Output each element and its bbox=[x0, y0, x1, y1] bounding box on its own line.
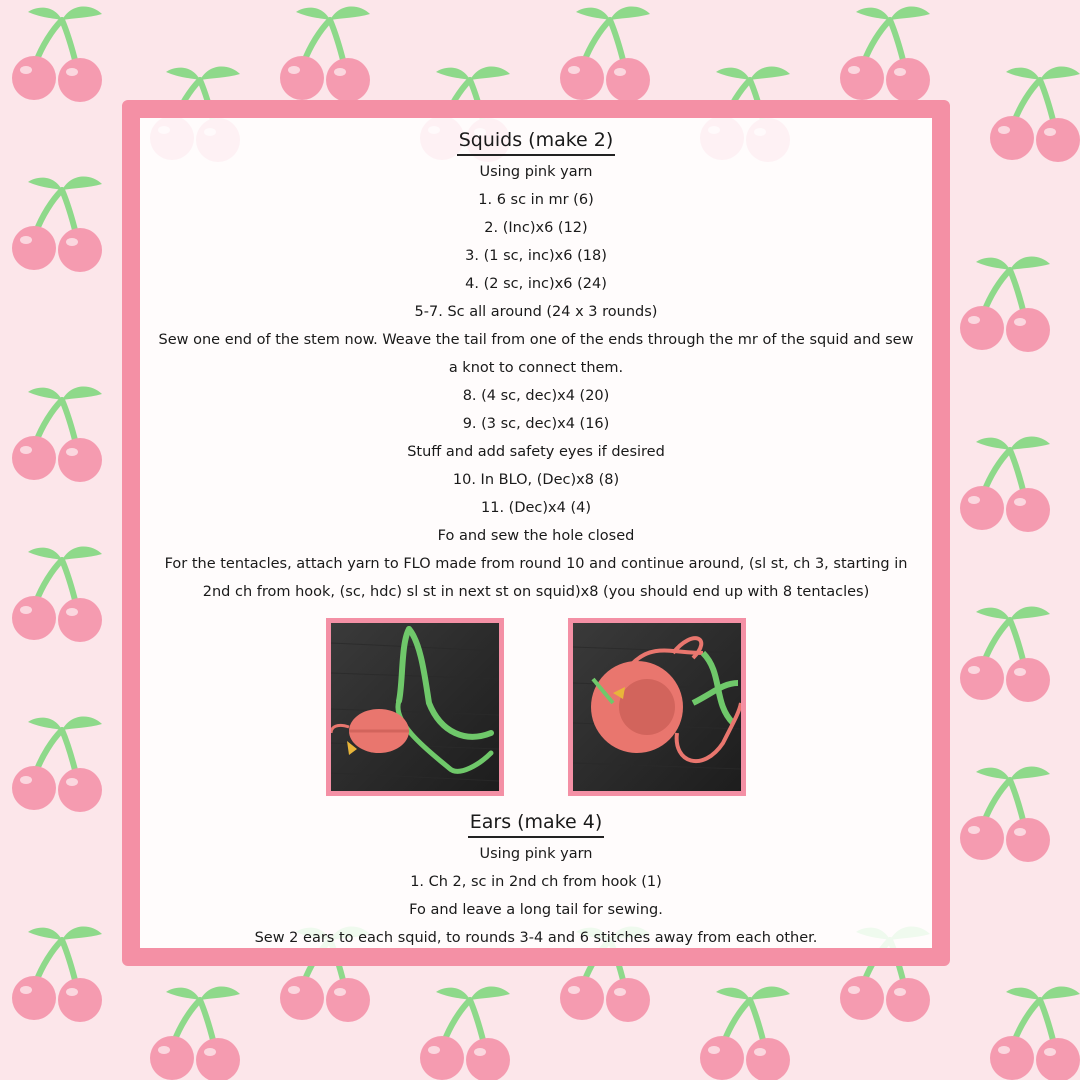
ears-line: Fo and leave a long tail for sewing. bbox=[409, 902, 663, 918]
squid-line: Stuff and add safety eyes if desired bbox=[407, 444, 665, 460]
cherry-icon bbox=[420, 986, 510, 1080]
cherry-icon bbox=[960, 256, 1050, 352]
squid-line: 3. (1 sc, inc)x6 (18) bbox=[465, 248, 607, 264]
squid-line: 8. (4 sc, dec)x4 (20) bbox=[462, 388, 610, 404]
squid-line: 2nd ch from hook, (sc, hdc) sl st in next st on squid)x8 (you should end up with 8 tentacles) bbox=[202, 584, 870, 600]
cherry-icon bbox=[150, 986, 240, 1080]
ears-title: Ears (make 4) bbox=[468, 808, 605, 838]
squid-line: 5-7. Sc all around (24 x 3 rounds) bbox=[414, 304, 658, 320]
cherry-icon bbox=[960, 606, 1050, 702]
cherry-icon bbox=[560, 6, 650, 102]
progress-photos bbox=[140, 618, 932, 796]
cherry-icon bbox=[840, 6, 930, 102]
cherry-icon bbox=[990, 66, 1080, 162]
squid-line: Fo and sew the hole closed bbox=[437, 528, 635, 544]
squids-title: Squids (make 2) bbox=[457, 126, 616, 156]
photo-squid-with-stem bbox=[326, 618, 504, 796]
squid-line: Using pink yarn bbox=[479, 164, 593, 180]
ears-line: 1. Ch 2, sc in 2nd ch from hook (1) bbox=[410, 874, 662, 890]
cherry-icon bbox=[280, 6, 370, 102]
cherry-icon bbox=[12, 926, 102, 1022]
squid-line: 2. (Inc)x6 (12) bbox=[484, 220, 588, 236]
squid-line: 9. (3 sc, dec)x4 (16) bbox=[462, 416, 610, 432]
cherry-icon bbox=[700, 986, 790, 1080]
cherry-icon bbox=[990, 986, 1080, 1080]
ears-line: Using pink yarn bbox=[479, 846, 593, 862]
pattern-card bbox=[122, 100, 950, 966]
cherry-icon bbox=[12, 546, 102, 642]
squid-line: 1. 6 sc in mr (6) bbox=[478, 192, 594, 208]
squid-line: Sew one end of the stem now. Weave the tail from one of the ends through the mr of the squid and sew bbox=[158, 332, 914, 348]
cherry-icon bbox=[12, 716, 102, 812]
squid-line: 4. (2 sc, inc)x6 (24) bbox=[465, 276, 607, 292]
cherry-icon bbox=[12, 176, 102, 272]
squid-line: 11. (Dec)x4 (4) bbox=[481, 500, 591, 516]
squid-line: 10. In BLO, (Dec)x8 (8) bbox=[452, 472, 620, 488]
cherry-icon bbox=[960, 436, 1050, 532]
cherry-icon bbox=[12, 6, 102, 102]
photo-squid-opening bbox=[568, 618, 746, 796]
squid-line: a knot to connect them. bbox=[448, 360, 624, 376]
ears-line: Sew 2 ears to each squid, to rounds 3-4 and 6 stitches away from each other. bbox=[254, 930, 818, 946]
cherry-icon bbox=[960, 766, 1050, 862]
squid-line: For the tentacles, attach yarn to FLO made from round 10 and continue around, (sl st, ch 3, starting in bbox=[164, 556, 908, 572]
cherry-icon bbox=[12, 386, 102, 482]
pattern-text bbox=[140, 126, 932, 952]
